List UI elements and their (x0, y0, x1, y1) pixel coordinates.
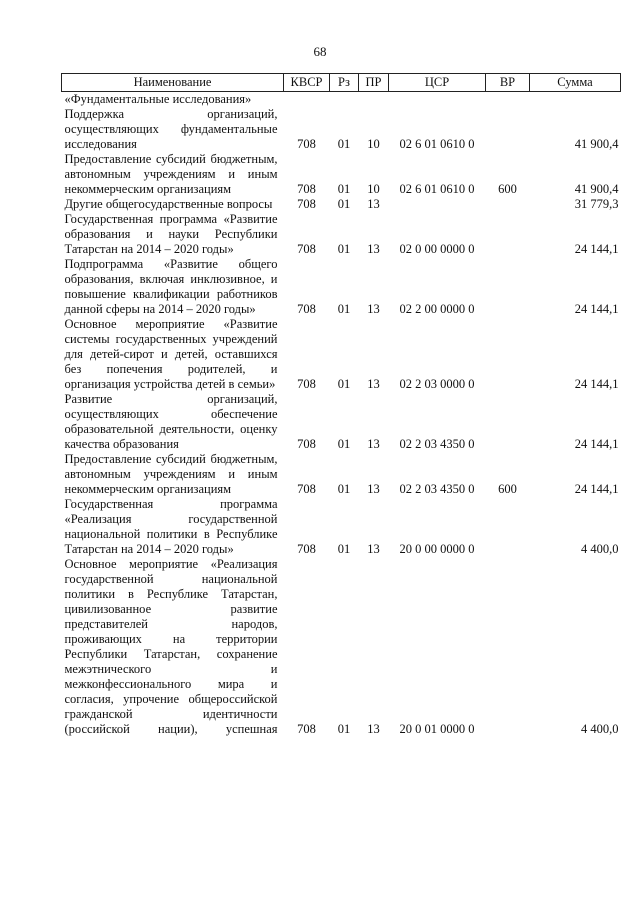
row-rz (330, 92, 359, 108)
row-csr: 02 6 01 0610 0 (399, 182, 475, 196)
row-csr: 02 2 00 0000 0 (399, 302, 475, 316)
row-pr: 13 (367, 302, 380, 316)
row-sum: 24 144,1 (574, 377, 619, 391)
row-kvsr: 708 (297, 197, 316, 211)
row-vr (486, 392, 530, 452)
row-sum: 31 779,3 (574, 197, 619, 211)
page-number: 68 (313, 44, 327, 59)
row-rz: 01 (337, 197, 351, 211)
row-sum: 24 144,1 (574, 437, 619, 451)
row-vr (486, 107, 530, 152)
row-csr: 02 2 03 4350 0 (399, 437, 475, 451)
row-kvsr: 708 (297, 182, 316, 196)
row-pr: 13 (367, 722, 380, 736)
row-rz: 01 (337, 722, 351, 736)
table-row (62, 452, 621, 497)
row-kvsr: 708 (297, 242, 316, 256)
table-row (62, 392, 621, 452)
column-header-kvsr: КВСР (284, 74, 330, 92)
row-name: Основное мероприятие «Развитие системы государственных учреждений для детей-сирот и детей, оставшихся без попечения родителей, и организация устройства детей в семьи» (64, 317, 278, 391)
table-row (62, 197, 621, 212)
column-header-sum: Сумма (530, 74, 621, 92)
budget-table (61, 73, 621, 737)
row-sum: 24 144,1 (574, 242, 619, 256)
row-pr: 13 (367, 437, 380, 451)
row-rz: 01 (337, 182, 351, 196)
row-vr: 600 (498, 182, 517, 196)
row-kvsr: 708 (297, 722, 316, 736)
column-header-name: Наименование (62, 74, 284, 92)
row-pr: 13 (367, 542, 380, 556)
row-sum: 41 900,4 (574, 182, 619, 196)
table-row (62, 557, 621, 737)
table-header (62, 74, 621, 92)
table-row (62, 317, 621, 392)
row-csr: 02 2 03 0000 0 (399, 377, 475, 391)
row-sum: 4 400,0 (581, 542, 619, 556)
row-csr: 20 0 00 0000 0 (399, 542, 475, 556)
row-sum: 4 400,0 (581, 722, 619, 736)
column-header-pr: ПР (359, 74, 389, 92)
table-body (62, 92, 621, 738)
row-name: Государственная программа «Реализация государственной национальной политики в Республике Татарстан на 2014 – 2020 годы» (64, 497, 278, 556)
row-vr (486, 212, 530, 257)
row-rz: 01 (337, 242, 351, 256)
table-row (62, 107, 621, 152)
row-rz: 01 (337, 137, 351, 151)
row-csr: 02 2 03 4350 0 (399, 482, 475, 496)
row-csr (389, 92, 486, 108)
row-pr: 13 (367, 482, 380, 496)
row-pr (359, 92, 389, 108)
row-csr (389, 197, 486, 212)
table-row (62, 212, 621, 257)
row-pr: 13 (367, 377, 380, 391)
row-name: Предоставление субсидий бюджетным, автономным учреждениям и иным некоммерческим организациям (64, 452, 278, 496)
row-kvsr: 708 (297, 302, 316, 316)
row-vr (486, 257, 530, 317)
row-kvsr: 708 (297, 137, 316, 151)
row-vr (486, 497, 530, 557)
row-sum: 41 900,4 (574, 137, 619, 151)
row-kvsr: 708 (297, 377, 316, 391)
row-pr: 13 (367, 242, 380, 256)
row-rz: 01 (337, 482, 351, 496)
row-name: Подпрограмма «Развитие общего образования, включая инклюзивное, и повышение квалификации работников данной сферы на 2014 – 2020 годы» (64, 257, 278, 316)
row-kvsr (284, 92, 330, 108)
row-vr (486, 557, 530, 737)
row-csr: 20 0 01 0000 0 (399, 722, 475, 736)
row-name: «Фундаментальные исследования» (64, 92, 252, 106)
table-row (62, 497, 621, 557)
row-sum (530, 92, 621, 108)
row-name: Другие общегосударственные вопросы (64, 197, 273, 211)
row-sum: 24 144,1 (574, 482, 619, 496)
row-rz: 01 (337, 437, 351, 451)
table-row (62, 257, 621, 317)
row-csr: 02 0 00 0000 0 (399, 242, 475, 256)
row-kvsr: 708 (297, 482, 316, 496)
row-sum: 24 144,1 (574, 302, 619, 316)
row-pr: 10 (367, 182, 380, 196)
row-pr: 10 (367, 137, 380, 151)
row-kvsr: 708 (297, 542, 316, 556)
row-name: Поддержка организаций, осуществляющих фундаментальные исследования (64, 107, 278, 151)
row-rz: 01 (337, 377, 351, 391)
row-vr (486, 197, 530, 212)
row-vr (486, 317, 530, 392)
row-rz: 01 (337, 302, 351, 316)
row-name: Государственная программа «Развитие образования и науки Республики Татарстан на 2014 – 2020 годы» (64, 212, 278, 256)
column-header-csr: ЦСР (389, 74, 486, 92)
row-kvsr: 708 (297, 437, 316, 451)
row-vr: 600 (498, 482, 517, 496)
row-rz: 01 (337, 542, 351, 556)
table-row (62, 92, 621, 108)
column-header-rz: Рз (330, 74, 359, 92)
row-name: Основное мероприятие «Реализация государственной национальной политики в Республике Татарстан, цивилизованное развитие представителей народов, проживающих на территории Республики Татарстан, сохранение межэтнического и межконфессионального мира и согласия, упрочение общероссийской гражданской идентичности (российской нации), успешная (64, 557, 278, 736)
row-name: Развитие организаций, осуществляющих обеспечение образовательной деятельности, оценку качества образования (64, 392, 278, 451)
row-pr: 13 (367, 197, 380, 211)
row-vr (486, 92, 530, 108)
row-csr: 02 6 01 0610 0 (399, 137, 475, 151)
table-row (62, 152, 621, 197)
row-name: Предоставление субсидий бюджетным, автономным учреждениям и иным некоммерческим организациям (64, 152, 278, 196)
column-header-vr: ВР (486, 74, 530, 92)
